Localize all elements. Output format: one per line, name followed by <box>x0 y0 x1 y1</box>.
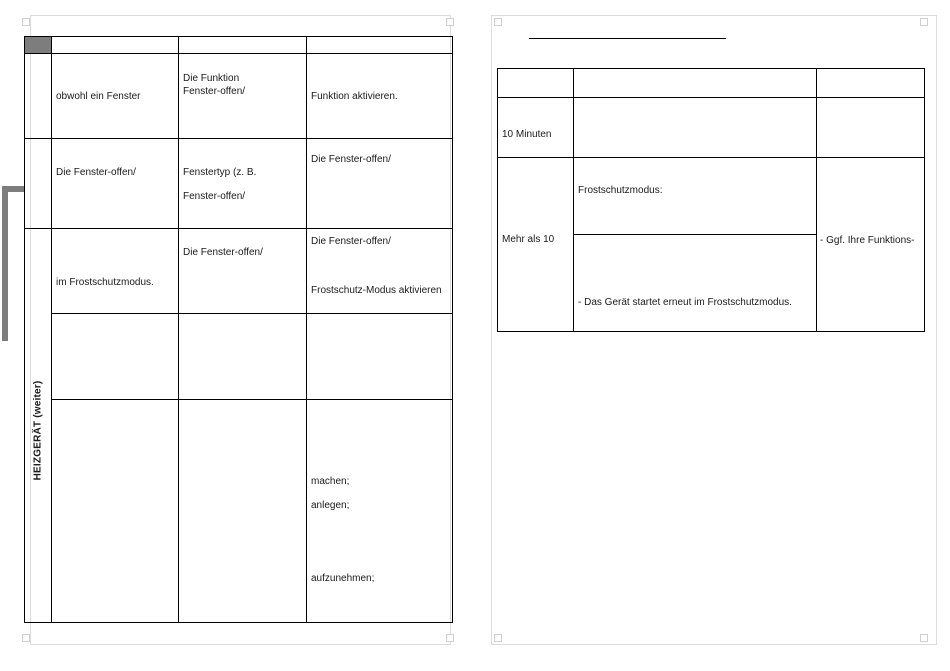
table-border <box>497 97 925 98</box>
table-border <box>24 228 453 229</box>
table-border <box>24 622 453 623</box>
corner-mark <box>22 634 30 642</box>
cell-text: - Ggf. Ihre Funktions- <box>820 235 915 246</box>
table-border <box>497 68 498 332</box>
right-page <box>491 15 937 645</box>
table-border <box>497 68 925 69</box>
cell-text: Die Fenster-offen/ <box>311 154 391 165</box>
table-border <box>24 138 453 139</box>
cell-text: obwohl ein Fenster <box>56 91 141 102</box>
cell-text: Die Fenster-offen/ <box>311 236 391 247</box>
table-border <box>452 36 453 623</box>
cell-text: 10 Minuten <box>502 129 552 140</box>
cell-text: anlegen; <box>311 500 350 511</box>
table-border <box>306 36 307 623</box>
cell-text: Die Funktion <box>183 73 240 84</box>
cell-text: machen; <box>311 476 350 487</box>
cell-text: Fenstertyp (z. B. <box>183 167 257 178</box>
header-corner-block <box>24 36 51 53</box>
corner-mark <box>920 634 928 642</box>
cell-text: Mehr als 10 <box>502 234 555 245</box>
table-border <box>924 68 925 332</box>
table-border <box>497 157 925 158</box>
cell-text: Die Fenster-offen/ <box>183 247 263 258</box>
cell-text: - Das Gerät startet erneut im Frostschutzmodus. <box>578 297 792 308</box>
table-border <box>51 313 453 314</box>
cell-text: Fenster-offen/ <box>183 191 246 202</box>
side-tab-marker <box>2 186 8 341</box>
corner-mark <box>494 18 502 26</box>
table-border <box>816 68 817 332</box>
corner-mark <box>494 634 502 642</box>
cell-text: im Frostschutzmodus. <box>56 277 154 288</box>
table-border <box>51 399 453 400</box>
table-border <box>573 234 816 235</box>
table-border <box>178 36 179 623</box>
cell-text: Fenster-offen/ <box>183 86 246 97</box>
cell-text: aufzunehmen; <box>311 573 375 584</box>
cell-text: Funktion aktivieren. <box>311 91 398 102</box>
section-label: HEIZGERÄT (weiter) <box>32 380 44 480</box>
table-border <box>51 36 52 623</box>
table-border <box>497 331 925 332</box>
corner-mark <box>920 18 928 26</box>
cell-text: Frostschutzmodus: <box>578 185 663 196</box>
heading-underline <box>529 38 726 39</box>
corner-mark <box>446 634 454 642</box>
cell-text: Frostschutz-Modus aktivieren <box>311 285 442 296</box>
table-border <box>24 36 25 623</box>
corner-mark <box>22 18 30 26</box>
table-border <box>24 53 453 54</box>
cell-text: Die Fenster-offen/ <box>56 167 136 178</box>
left-page <box>30 15 451 645</box>
table-border <box>573 68 574 332</box>
corner-mark <box>446 18 454 26</box>
table-border <box>24 36 453 37</box>
